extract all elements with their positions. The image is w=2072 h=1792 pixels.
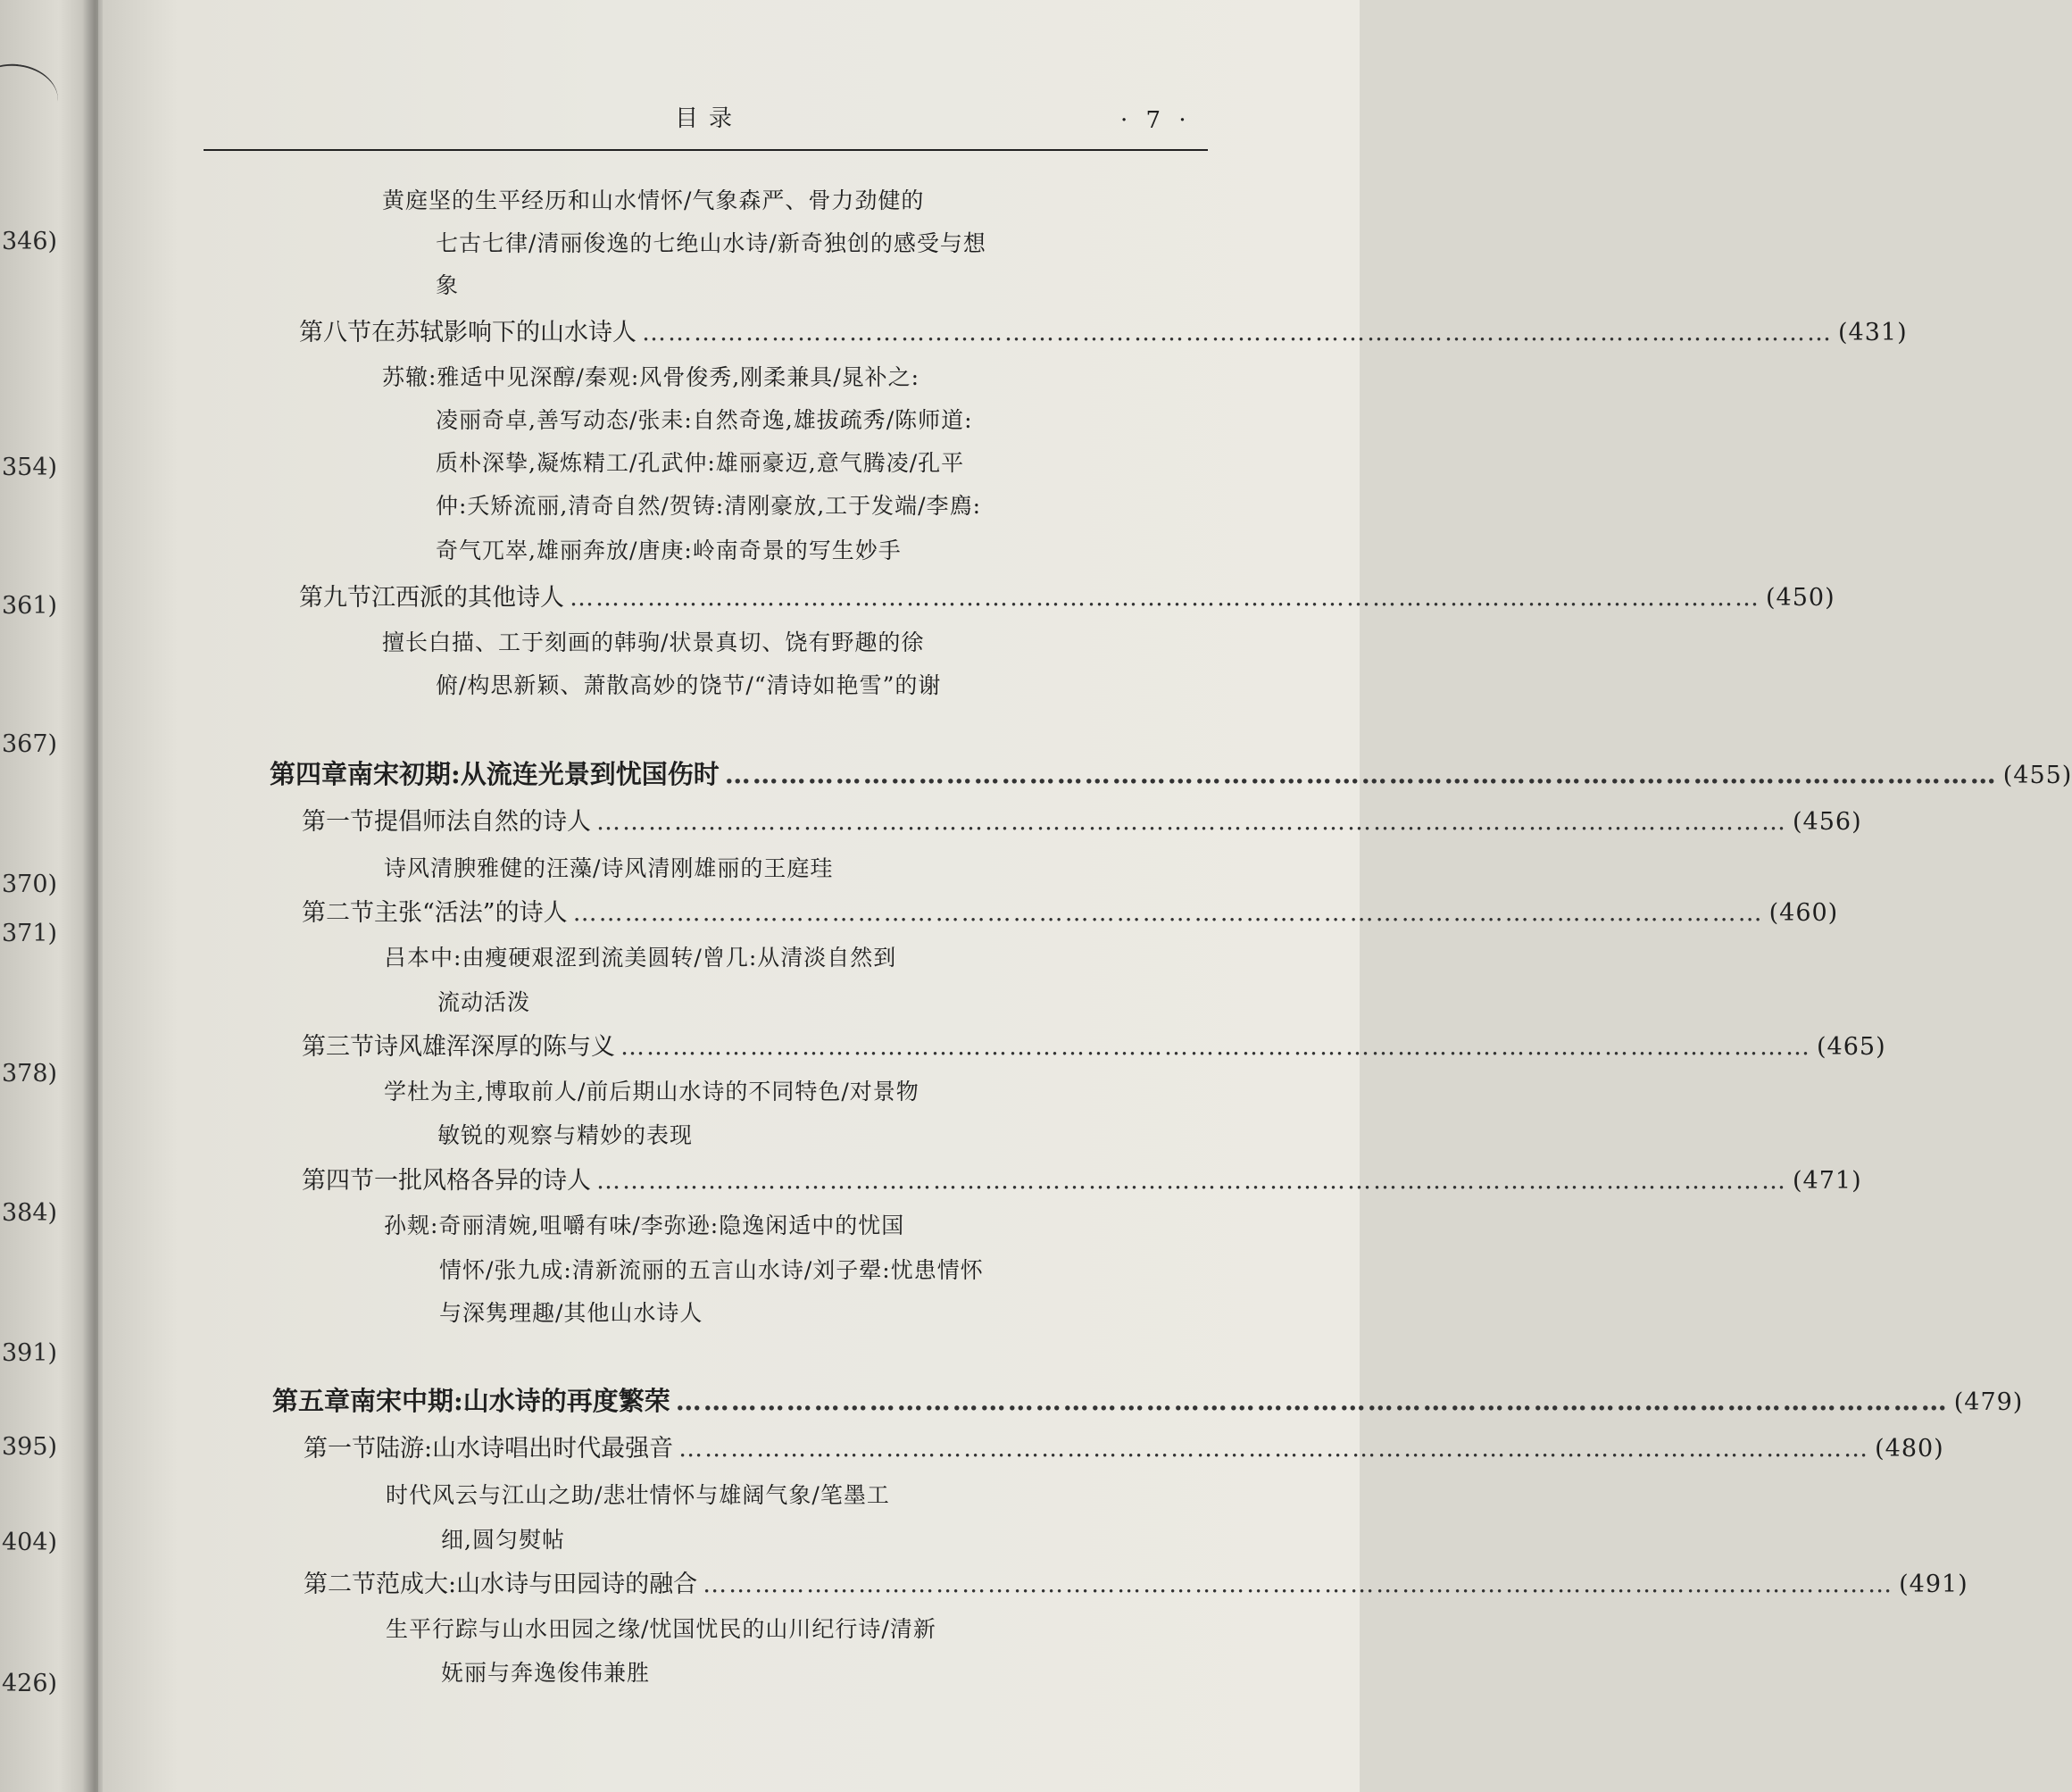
section-title: 在苏轼影响下的山水诗人 (371, 319, 637, 346)
toc-section-row (302, 1027, 1886, 1062)
section-title: 范成大:山水诗与田园诗的融合 (376, 1571, 698, 1598)
chapter-title: 南宋初期:从流连光景到忧国伤时 (347, 759, 720, 789)
section-title: 江西派的其他诗人 (371, 584, 564, 612)
facing-page-number: 361) (2, 592, 58, 620)
facing-page-number: 354) (2, 454, 58, 481)
dot-leader: ………………………………………………………………………………………………………………………… (675, 1386, 1949, 1416)
page-number: · 7 · (1120, 107, 1192, 134)
toc-section-row (302, 802, 1862, 837)
section-title: 主张“活法”的诗人 (374, 899, 568, 927)
toc-section-row (299, 578, 1835, 613)
facing-page-number: 404) (2, 1529, 58, 1556)
toc-subentry-line: 象 (436, 272, 460, 298)
section-title: 诗风雄浑深厚的陈与义 (374, 1033, 615, 1061)
facing-page-number: 346) (2, 228, 58, 255)
section-label: 第三节 (302, 1033, 374, 1061)
section-page-number: (471) (1793, 1167, 1862, 1195)
section-label: 第一节 (302, 808, 374, 836)
toc-section-row (299, 313, 1908, 347)
facing-page-number: 384) (2, 1199, 58, 1227)
toc-subentry-line: 妩丽与奔逸俊伟兼胜 (441, 1660, 651, 1686)
dot-leader: ………………………………………………………………………………………………………………………… (596, 1167, 1787, 1195)
toc-subentry-line: 生平行踪与山水田园之缘/忧国忧民的山川纪行诗/清新 (386, 1616, 936, 1642)
dot-leader: ………………………………………………………………………………………………………………………… (703, 1571, 1894, 1598)
section-label: 第四节 (302, 1167, 374, 1195)
chapter-title: 南宋中期:山水诗的再度繁荣 (350, 1386, 670, 1416)
toc-chapter-row (270, 754, 2072, 791)
dot-leader: ………………………………………………………………………………………………………………………… (620, 1033, 1811, 1061)
toc-subentry-line: 凌丽奇卓,善写动态/张耒:自然奇逸,雄拔疏秀/陈师道: (436, 407, 973, 433)
section-title: 提倡师法自然的诗人 (374, 808, 591, 836)
section-page-number: (460) (1768, 899, 1839, 927)
section-label: 第一节 (304, 1435, 376, 1463)
facing-page-number: 371) (2, 920, 58, 947)
section-title: 陆游:山水诗唱出时代最强音 (376, 1435, 674, 1463)
toc-subentry-line: 情怀/张九成:清新流丽的五言山水诗/刘子翚:忧患情怀 (439, 1257, 984, 1283)
toc-subentry-line: 敏锐的观察与精妙的表现 (437, 1122, 694, 1148)
dot-leader: ………………………………………………………………………………………………………………………… (678, 1435, 1870, 1463)
chapter-label: 第四章 (270, 759, 348, 789)
section-page-number: (431) (1838, 319, 1908, 346)
chapter-page-number: (479) (1953, 1388, 2024, 1416)
toc-subentry-line: 吕本中:由瘦硬艰涩到流美圆转/曾几:从清淡自然到 (384, 945, 897, 971)
toc-subentry-line: 孙觌:奇丽清婉,咀嚼有味/李弥逊:隐逸闲适中的忧国 (384, 1213, 905, 1238)
page-header-title: 目录 (675, 105, 744, 132)
chapter-label: 第五章 (272, 1386, 351, 1416)
toc-section-row (304, 1429, 1944, 1463)
section-page-number: (450) (1766, 584, 1835, 612)
toc-section-row (302, 1161, 1862, 1196)
dot-leader: ………………………………………………………………………………………………………………………… (724, 759, 1998, 789)
dot-leader: ………………………………………………………………………………………………………………………… (642, 319, 1833, 346)
header-rule (204, 149, 1208, 151)
toc-section-row (302, 893, 1839, 928)
section-page-number: (456) (1793, 808, 1862, 836)
toc-subentry-line: 擅长白描、工于刻画的韩驹/状景真切、饶有野趣的徐 (382, 629, 925, 655)
toc-subentry-line: 时代风云与江山之助/悲壮情怀与雄阔气象/笔墨工 (386, 1482, 890, 1508)
section-label: 第二节 (302, 899, 374, 927)
section-page-number: (465) (1817, 1033, 1886, 1061)
toc-subentry-line: 流动活泼 (437, 989, 531, 1015)
toc-subentry-line: 俯/构思新颖、萧散高妙的饶节/“清诗如艳雪”的谢 (436, 672, 942, 698)
facing-page-number: 367) (2, 730, 58, 758)
toc-subentry-line: 奇气兀崒,雄丽奔放/唐庚:岭南奇景的写生妙手 (436, 538, 902, 563)
dot-leader: ………………………………………………………………………………………………………………………… (596, 808, 1787, 836)
toc-subentry-line: 苏辙:雅适中见深醇/秦观:风骨俊秀,刚柔兼具/晁补之: (382, 364, 920, 390)
section-label: 第八节 (299, 319, 371, 346)
toc-subentry-line: 七古七律/清丽俊逸的七绝山水诗/新奇独创的感受与想 (436, 230, 986, 256)
toc-subentry-line: 细,圆匀熨帖 (441, 1527, 565, 1553)
toc-subentry-line: 质朴深挚,凝炼精工/孔武仲:雄丽豪迈,意气腾凌/孔平 (436, 450, 965, 476)
facing-page-number: 395) (2, 1433, 58, 1461)
chapter-page-number: (455) (2002, 762, 2072, 789)
section-page-number: (491) (1899, 1571, 1968, 1598)
toc-chapter-row (272, 1381, 2024, 1418)
facing-page-number: 391) (2, 1339, 58, 1367)
toc-subentry-line: 与深隽理趣/其他山水诗人 (439, 1300, 703, 1326)
toc-subentry-line: 诗风清腴雅健的汪藻/诗风清刚雄丽的王庭珪 (384, 855, 834, 881)
page-curl (0, 59, 62, 135)
facing-page-number: 378) (2, 1060, 58, 1088)
section-label: 第二节 (304, 1571, 376, 1598)
dot-leader: ………………………………………………………………………………………………………………………… (572, 899, 1764, 927)
toc-section-row (304, 1564, 1968, 1599)
toc-subentry-line: 仲:夭矫流丽,清奇自然/贺铸:清刚豪放,工于发端/李廌: (436, 493, 982, 519)
dot-leader: ………………………………………………………………………………………………………………………… (570, 584, 1760, 612)
toc-subentry-line: 学杜为主,博取前人/前后期山水诗的不同特色/对景物 (384, 1079, 920, 1104)
facing-page-number: 426) (2, 1670, 58, 1697)
facing-page-number: 370) (2, 871, 58, 898)
section-label: 第九节 (299, 584, 371, 612)
toc-subentry-line: 黄庭坚的生平经历和山水情怀/气象森严、骨力劲健的 (382, 188, 925, 213)
section-title: 一批风格各异的诗人 (374, 1167, 591, 1195)
section-page-number: (480) (1875, 1435, 1944, 1463)
